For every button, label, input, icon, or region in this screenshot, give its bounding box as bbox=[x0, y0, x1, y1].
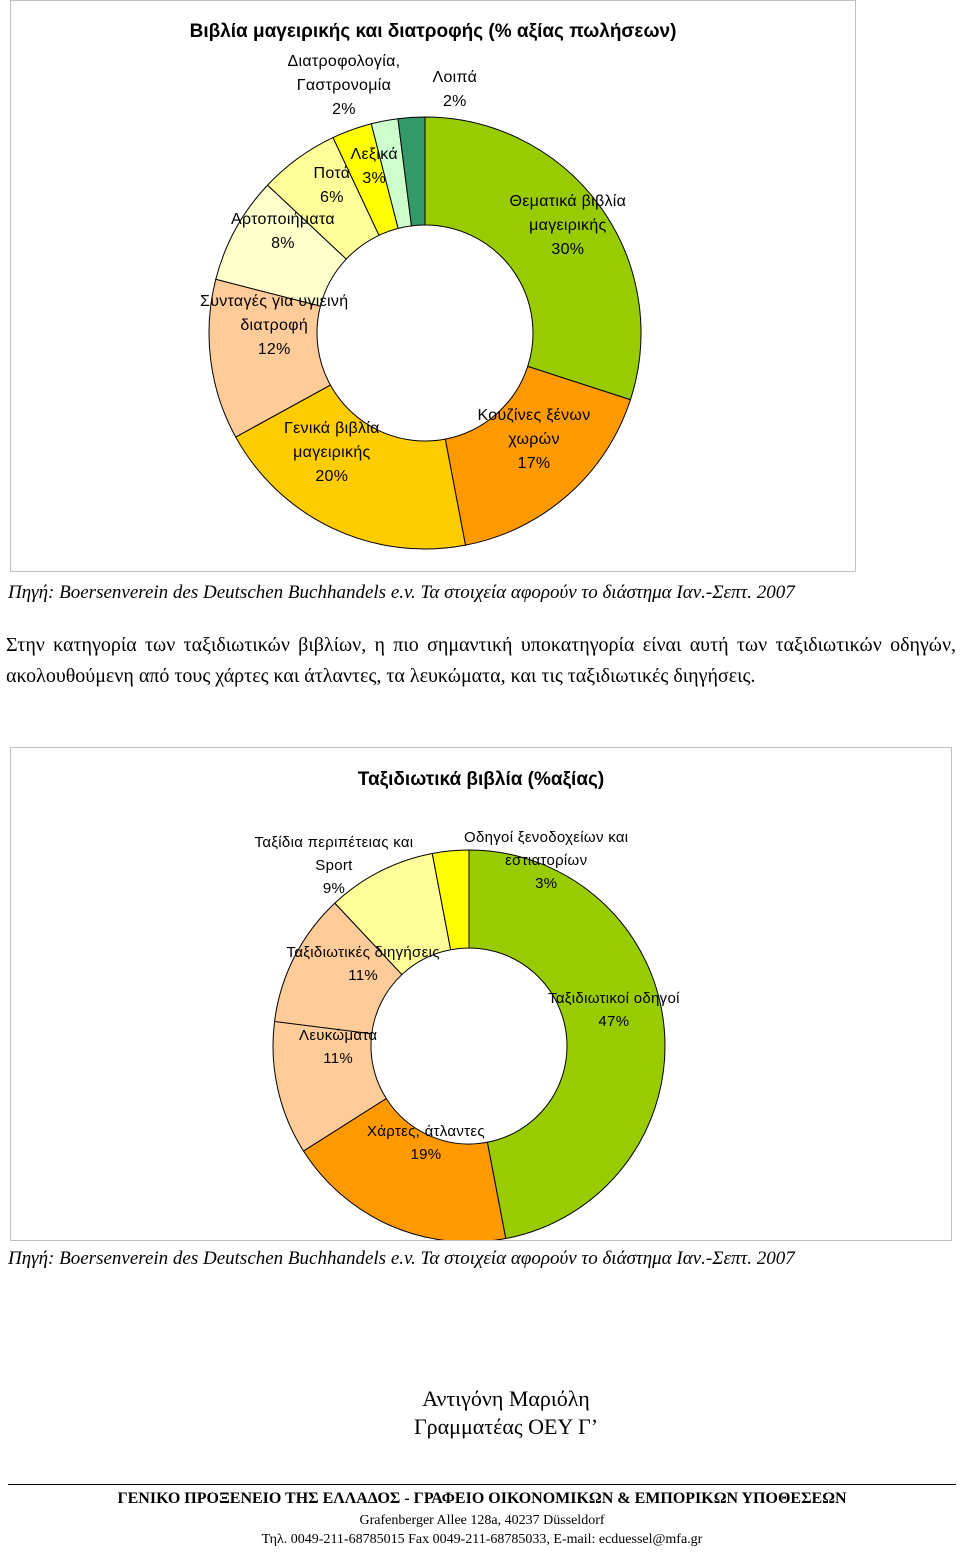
slice-label-line: Διατροφολογία, bbox=[287, 53, 401, 70]
slice-label-line: 20% bbox=[315, 468, 349, 485]
slice-label-line: Ταξιδιωτικές διηγήσεις bbox=[286, 944, 440, 961]
slice-label-line: Sport bbox=[315, 857, 353, 874]
slice-label-line: 30% bbox=[551, 241, 585, 258]
slice-label-line: 2% bbox=[332, 101, 356, 118]
slice-label-line: Γενικά βιβλία bbox=[284, 420, 380, 437]
slice-label-line: 2% bbox=[442, 93, 467, 110]
slice-label-line: 3% bbox=[362, 170, 387, 187]
slice-label-line: Ταξίδια περιπέτειας και bbox=[254, 834, 414, 851]
slice-label-line: Συνταγές για υγιεινή bbox=[200, 293, 349, 310]
slice-label bbox=[478, 404, 591, 476]
slice-label-line: Κουζίνες ξένων bbox=[477, 407, 591, 424]
chart-title: Βιβλία μαγειρικής και διατροφής (% αξίας πωλήσεων) bbox=[189, 21, 677, 42]
slice-label-line: διατροφή bbox=[240, 317, 309, 334]
slice-label-line: 17% bbox=[517, 455, 551, 472]
slice-label-line: 12% bbox=[257, 341, 291, 358]
slice-label-line: Οδηγοί ξενοδοχείων και bbox=[464, 829, 629, 846]
slice-label-line: 3% bbox=[535, 875, 558, 892]
footer-divider bbox=[8, 1484, 956, 1485]
donut-slice bbox=[469, 850, 665, 1239]
slice-label bbox=[314, 162, 351, 210]
slice-label-line: Θεματικά βιβλία bbox=[509, 193, 627, 210]
slice-label-line: Λοιπά bbox=[432, 69, 478, 86]
slice-label bbox=[299, 1024, 377, 1070]
slice-label bbox=[464, 826, 628, 895]
slice-label-line: 11% bbox=[323, 1050, 354, 1067]
slice-label bbox=[433, 66, 478, 114]
chart-title: Ταξιδιωτικά βιβλία (%αξίας) bbox=[357, 769, 605, 790]
slice-label-line: 47% bbox=[598, 1013, 630, 1030]
slice-label bbox=[548, 987, 680, 1033]
slice-label-line: Χάρτες, άτλαντες bbox=[367, 1123, 485, 1140]
signature-role: Γραμματέας ΟΕΥ Γ’ bbox=[413, 1414, 599, 1439]
source-note: Πηγή: Boersenverein des Deutschen Buchhandels e.v. Τα στοιχεία αφορούν το διάστημα Ιαν.-Σεπτ. 2007 bbox=[8, 582, 795, 603]
slice-label bbox=[287, 941, 440, 987]
slice-label bbox=[367, 1120, 485, 1166]
slice-label-line: Γαστρονομία bbox=[296, 77, 392, 94]
slice-label-line: μαγειρικής bbox=[529, 217, 607, 234]
slice-label-line: Ποτά bbox=[313, 165, 351, 182]
slice-label-line: 9% bbox=[322, 880, 346, 897]
slice-label bbox=[288, 50, 401, 122]
slice-label-line: Αρτοποιήματα bbox=[231, 211, 335, 228]
slice-label-line: χωρών bbox=[508, 431, 560, 448]
signature-name: Αντιγόνη Μαριόλη bbox=[422, 1386, 590, 1411]
slice-label-line: μαγειρικής bbox=[293, 444, 371, 461]
chart-travel-books bbox=[10, 747, 952, 1241]
slice-label bbox=[351, 143, 398, 191]
slice-label bbox=[255, 831, 414, 900]
footer-address: Grafenberger Allee 128a, 40237 Düsseldorf bbox=[359, 1513, 605, 1528]
slice-label bbox=[284, 417, 380, 489]
slice-label-line: εστιατορίων bbox=[505, 852, 588, 869]
slice-label-line: 19% bbox=[410, 1146, 442, 1163]
slice-label-line: Ταξιδιωτικοί οδηγοί bbox=[548, 990, 680, 1007]
slice-label-line: 6% bbox=[320, 189, 344, 206]
donut-chart-svg bbox=[11, 748, 951, 1240]
slice-label-line: Λευκώματα bbox=[299, 1027, 378, 1044]
slice-label-line: Λεξικά bbox=[350, 146, 398, 163]
slice-label-line: 8% bbox=[271, 235, 295, 252]
slice-label bbox=[510, 190, 627, 262]
source-note: Πηγή: Boersenverein des Deutschen Buchhandels e.v. Τα στοιχεία αφορούν το διάστημα Ιαν.-Σεπτ. 2007 bbox=[8, 1248, 795, 1269]
slice-label-line: 11% bbox=[348, 967, 379, 984]
footer-organization: ΓΕΝΙΚΟ ΠΡΟΞΕΝΕΙΟ ΤΗΣ ΕΛΛΑΔΟΣ - ΓΡΑΦΕΙΟ ΟΙΚΟΝΟΜΙΚΩΝ & ΕΜΠΟΡΙΚΩΝ ΥΠΟΘΕΣΕΩΝ bbox=[117, 1490, 847, 1507]
slice-label bbox=[200, 290, 348, 362]
slice-label bbox=[231, 208, 335, 256]
footer-contact: Τηλ. 0049-211-68785015 Fax 0049-211-68785033, E-mail: ecduessel@mfa.gr bbox=[261, 1532, 703, 1547]
body-paragraph: Στην κατηγορία των ταξιδιωτικών βιβλίων, η πιο σημαντική υποκατηγορία είναι αυτή των ταξιδιωτικών οδηγών, ακολουθούμενη από τους χάρτες και άτλαντες, τα λευκώματα, και τις ταξιδιωτικές διηγήσεις. bbox=[6, 634, 956, 687]
